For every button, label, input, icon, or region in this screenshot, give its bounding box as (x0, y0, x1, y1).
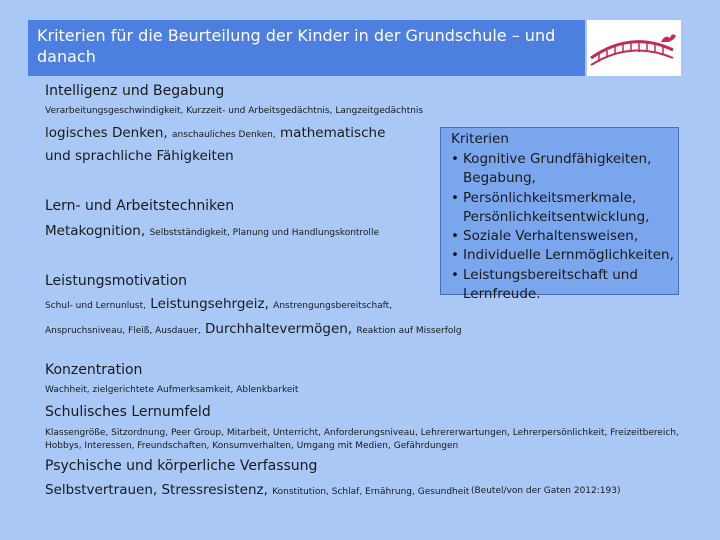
title-bar (28, 20, 585, 76)
criteria-item: • Soziale Verhaltensweisen, (451, 227, 674, 246)
lerntechniken-metakognition: Metakognition, (45, 223, 146, 239)
criteria-item: • Individuelle Lernmöglichkeiten, (451, 246, 674, 265)
lerntechniken-detail: Selbstständigkeit, Planung und Handlungskontrolle (149, 228, 379, 238)
criteria-box (440, 127, 679, 303)
section-heading-verfassung: Psychische und körperliche Verfassung (45, 458, 318, 474)
motivation-item-ehrgeiz: Leistungsehrgeiz, (150, 296, 269, 312)
verfassung-detail: Konstitution, Schlaf, Ernährung, Gesundheit (272, 487, 470, 497)
section-detail-konzentration: Wachheit, zielgerichtete Aufmerksamkeit, Ablenkbarkeit (45, 385, 299, 395)
intelligenz-line-1 (45, 125, 385, 141)
page-title: Kriterien für die Beurteilung der Kinder in der Grundschule – und danach (37, 26, 556, 66)
verfassung-line (45, 482, 469, 498)
intelligenz-item-anschaulich: anschauliches Denken, (172, 130, 276, 140)
motivation-item-anspruch: Anspruchsniveau, Fleiß, Ausdauer, (45, 326, 201, 336)
logo (587, 20, 681, 76)
intelligenz-line-2: und sprachliche Fähigkeiten (45, 148, 234, 164)
section-heading-lernumfeld: Schulisches Lernumfeld (45, 404, 211, 420)
motivation-item-misserfolg: Reaktion auf Misserfolg (356, 326, 462, 336)
bridge-logo-icon (587, 20, 681, 76)
motivation-item-anstrengung: Anstrengungsbereitschaft, (273, 301, 393, 311)
intelligenz-item-mathematisch: mathematische (280, 125, 386, 141)
criteria-list (451, 150, 674, 304)
motivation-line-2 (45, 321, 462, 337)
section-detail-intelligenz: Verarbeitungsgeschwindigkeit, Kurzzeit- und Arbeitsgedächtnis, Langzeitgedächtnis (45, 106, 424, 116)
criteria-title: Kriterien (451, 131, 509, 147)
section-heading-motivation: Leistungsmotivation (45, 273, 188, 289)
lernumfeld-detail-line-2: Hobbys, Interessen, Freundschaften, Konsumverhalten, Umgang mit Medien, Gefährdungen (45, 441, 459, 451)
section-heading-lerntechniken: Lern- und Arbeitstechniken (45, 198, 235, 214)
criteria-item: • Leistungsbereitschaft und Lernfreude. (451, 266, 674, 305)
motivation-item-durchhalte: Durchhaltevermögen, (205, 321, 353, 337)
criteria-item: • Persönlichkeitsmerkmale, Persönlichkeitsentwicklung, (451, 189, 674, 228)
intelligenz-item-logisch: logisches Denken, (45, 125, 168, 141)
section-heading-intelligenz: Intelligenz und Begabung (45, 83, 225, 99)
lernumfeld-detail-line-1: Klassengröße, Sitzordnung, Peer Group, Mitarbeit, Unterricht, Anforderungsniveau, Lehrererwartungen, Lehrerpersönlichkeit, Freizeitbereich, (45, 428, 679, 438)
lerntechniken-line (45, 223, 379, 239)
source-citation: (Beutel/von der Gaten 2012:193) (471, 486, 621, 496)
verfassung-item-selbstvertrauen: Selbstvertrauen, Stressresistenz, (45, 482, 268, 498)
criteria-item: • Kognitive Grundfähigkeiten, Begabung, (451, 150, 674, 189)
section-heading-konzentration: Konzentration (45, 362, 143, 378)
motivation-item-lernunlust: Schul- und Lernunlust, (45, 301, 146, 311)
motivation-line-1 (45, 296, 392, 312)
